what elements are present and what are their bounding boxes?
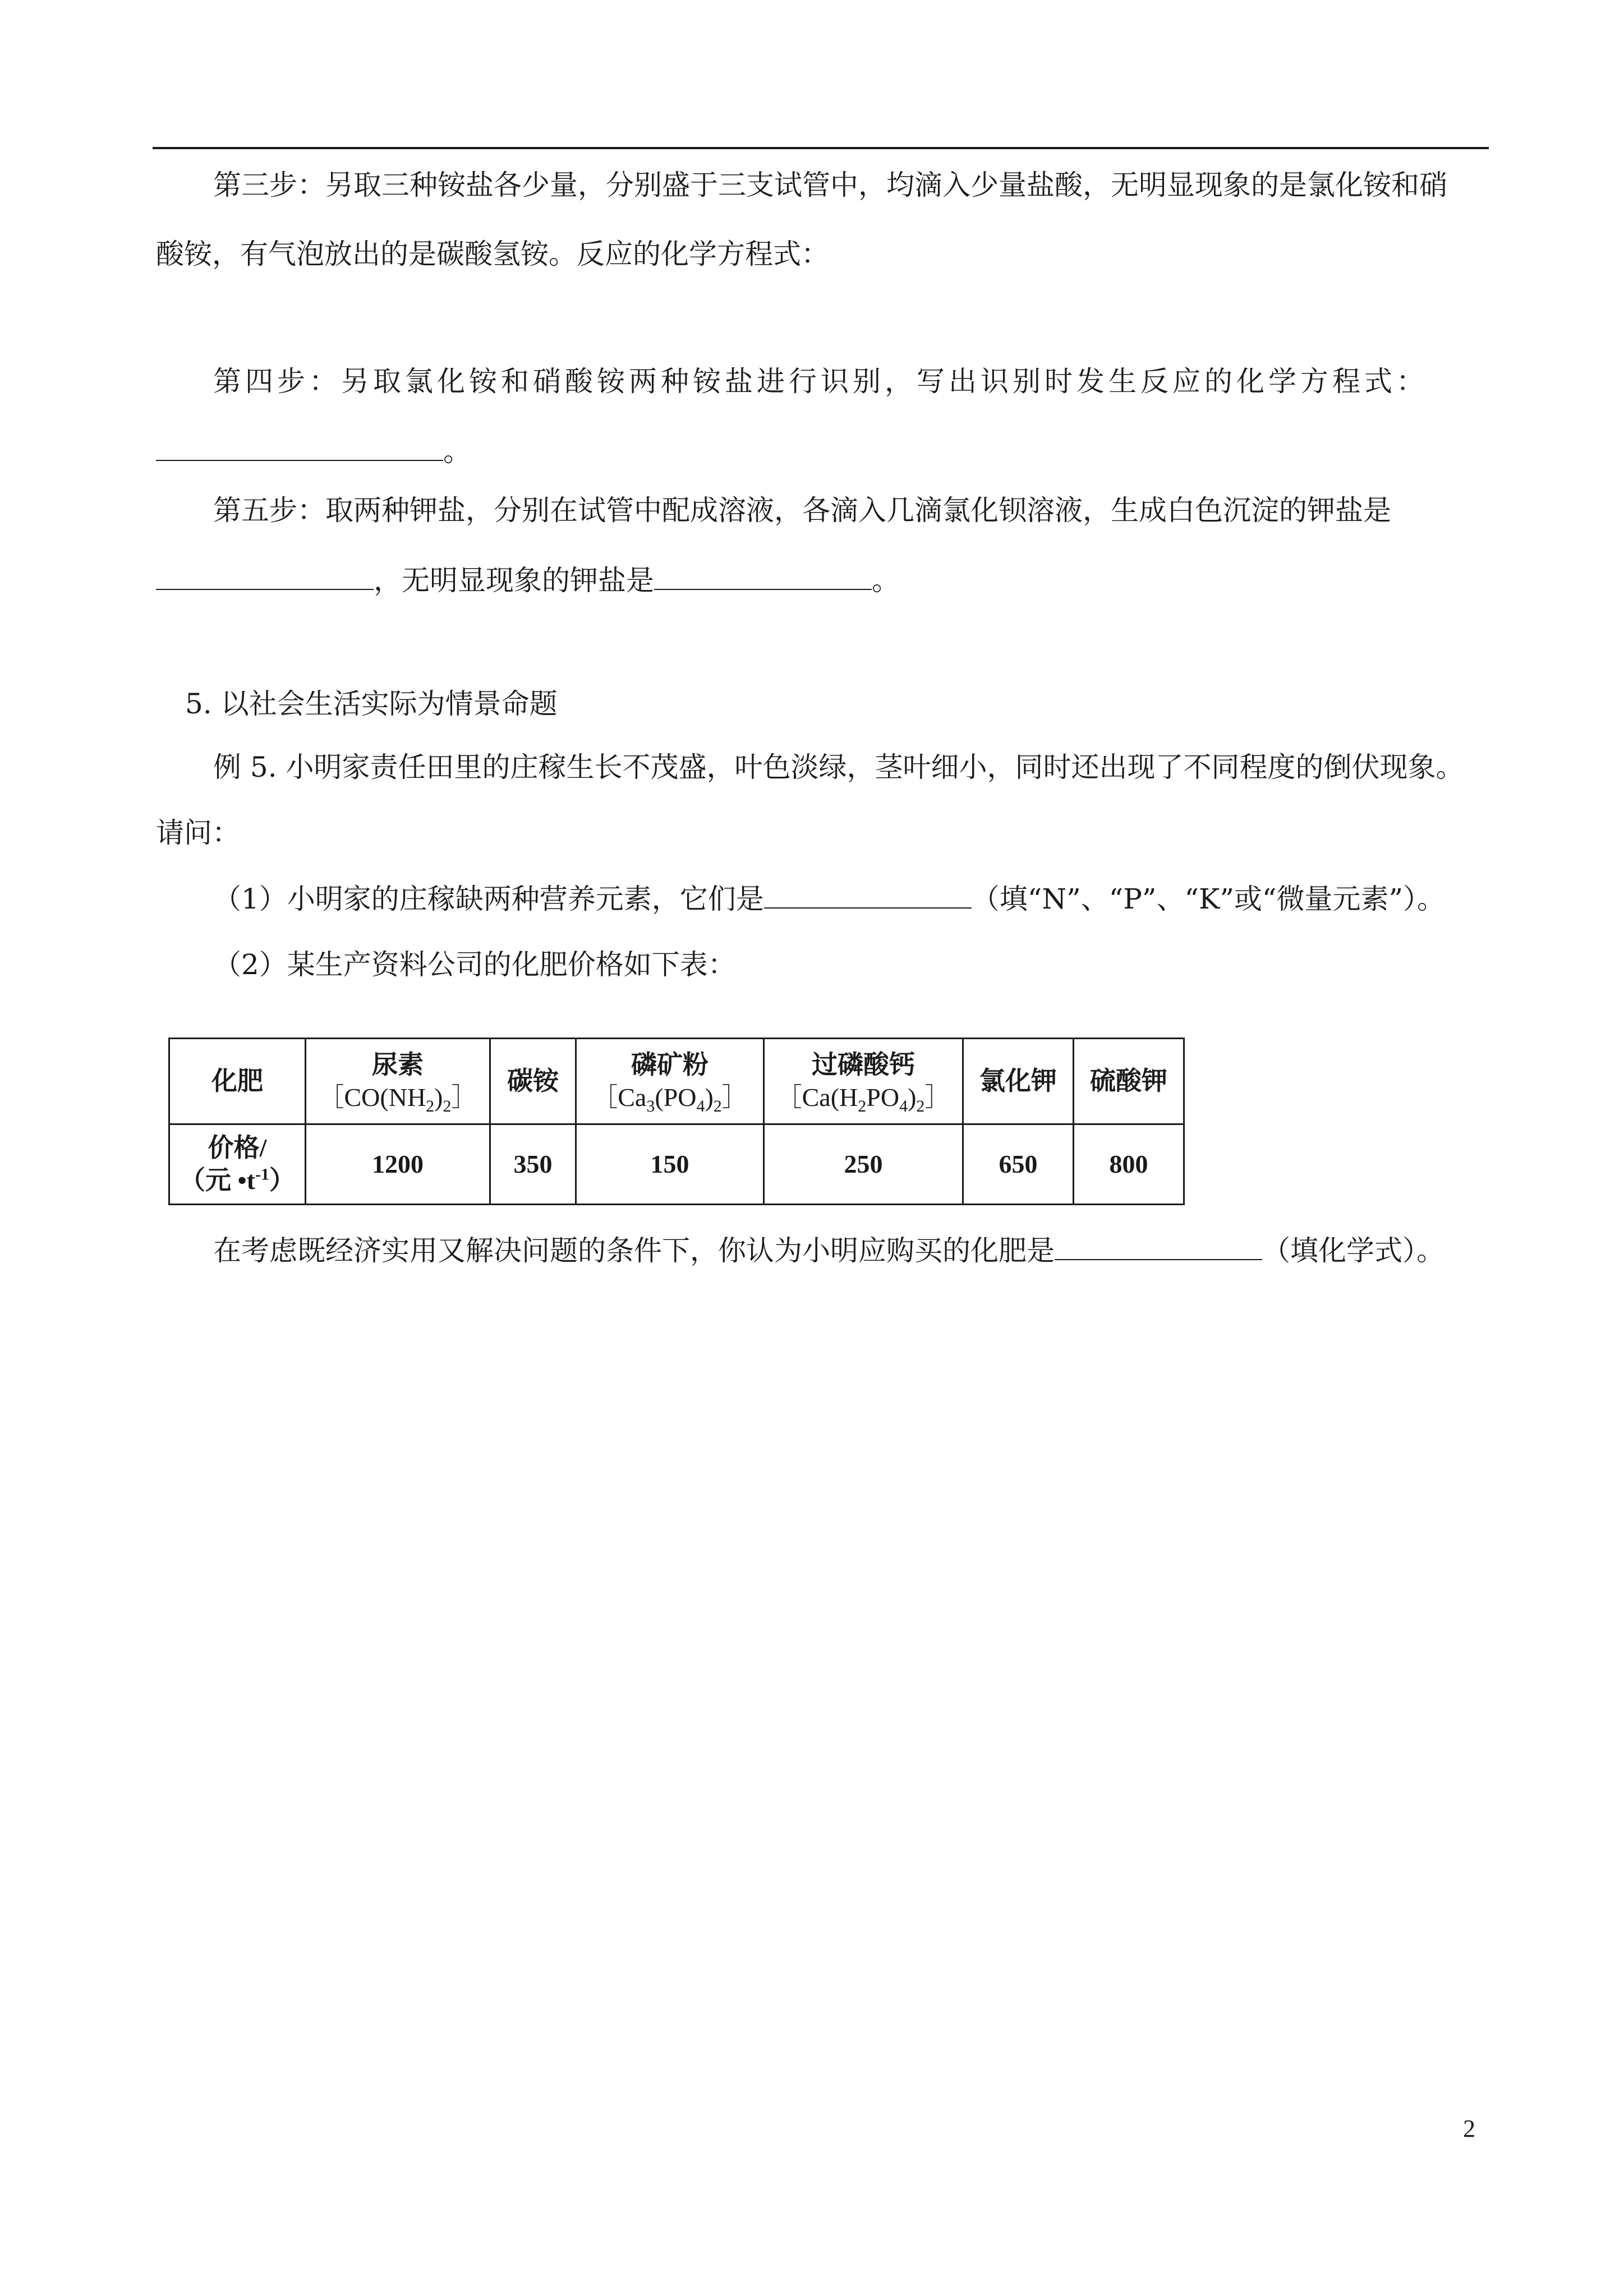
step3-line1: 第三步：另取三种铵盐各少量，分别盛于三支试管中，均滴入少量盐酸，无明显现象的是氯化铵和硝 — [213, 169, 1447, 201]
step3-line2: 酸铵，有气泡放出的是碳酸氢铵。反应的化学方程式： — [156, 238, 829, 270]
answer-blank-fertilizer[interactable] — [1055, 1234, 1262, 1260]
question-2: （2）某生产资料公司的化肥价格如下表： — [213, 948, 736, 981]
answer-blank-step4[interactable] — [156, 435, 443, 461]
page-number: 2 — [1463, 2115, 1475, 2142]
table-col-header: 过磷酸钙 $[Ca(H_2PO_4)_2]$ — [764, 1039, 963, 1124]
table-row-header-price: 价格/ （元 $•t^{-1}$） — [169, 1124, 306, 1205]
header-rule — [153, 147, 1489, 149]
step5-line2-end: 。 — [872, 564, 900, 597]
step5-line1: 第五步：取两种钾盐，分别在试管中配成溶液，各滴入几滴氯化钡溶液，生成白色沉淀的钾盐是 — [213, 494, 1391, 527]
conclusion-start: 在考虑既经济实用又解决问题的条件下，你认为小明应购买的化肥是 — [213, 1234, 1055, 1267]
table-cell-price: 1200 — [306, 1124, 490, 1205]
table-col-header: 磷矿粉 $[Ca_3(PO_4)_2]$ — [576, 1039, 764, 1124]
step4-line2 — [156, 435, 471, 468]
table-cell-price: 350 — [490, 1124, 576, 1205]
table-cell-price: 150 — [576, 1124, 764, 1205]
example5-line2: 请问： — [156, 817, 240, 849]
table-cell-price: 650 — [963, 1124, 1074, 1205]
answer-blank-q1[interactable] — [764, 883, 972, 909]
step4-line1: 第四步：另取氯化铵和硝酸铵两种铵盐进行识别，写出识别时发生反应的化学方程式： — [213, 365, 1428, 398]
fertilizer-price-table — [168, 1038, 1185, 1205]
question-1 — [213, 882, 1445, 916]
answer-blank-step5-white-precipitate[interactable] — [156, 564, 374, 590]
table-row-header-fertilizer: 化肥 — [169, 1039, 306, 1124]
step5-line2 — [156, 564, 900, 597]
section5-title: 5. 以社会生活实际为情景命题 — [185, 688, 558, 720]
step4-line2-end: 。 — [443, 435, 471, 468]
answer-blank-step5-no-change[interactable] — [654, 564, 872, 590]
table-col-header: 尿素 $[CO(NH_2)_2]$ — [306, 1039, 490, 1124]
table-cell-price: 250 — [764, 1124, 963, 1205]
table-col-header: 硫酸钾 — [1074, 1039, 1184, 1124]
q1-start: （1）小明家的庄稼缺两种营养元素，它们是 — [213, 883, 764, 915]
q1-end: （填“N”、“P”、“K”或“微量元素”）。 — [971, 883, 1446, 915]
step5-line2-mid: ，无明显现象的钾盐是 — [374, 564, 654, 597]
table-col-header: 氯化钾 — [963, 1039, 1074, 1124]
conclusion-question — [213, 1234, 1444, 1267]
table-cell-price: 800 — [1074, 1124, 1184, 1205]
table-header-row — [169, 1039, 1184, 1124]
example5-line1: 例 5. 小明家责任田里的庄稼生长不茂盛，叶色淡绿，茎叶细小，同时还出现了不同程度的倒伏现象。 — [213, 751, 1464, 783]
table-col-header: 碳铵 — [490, 1039, 576, 1124]
conclusion-end: （填化学式）。 — [1262, 1234, 1444, 1267]
table-price-row — [169, 1124, 1184, 1205]
